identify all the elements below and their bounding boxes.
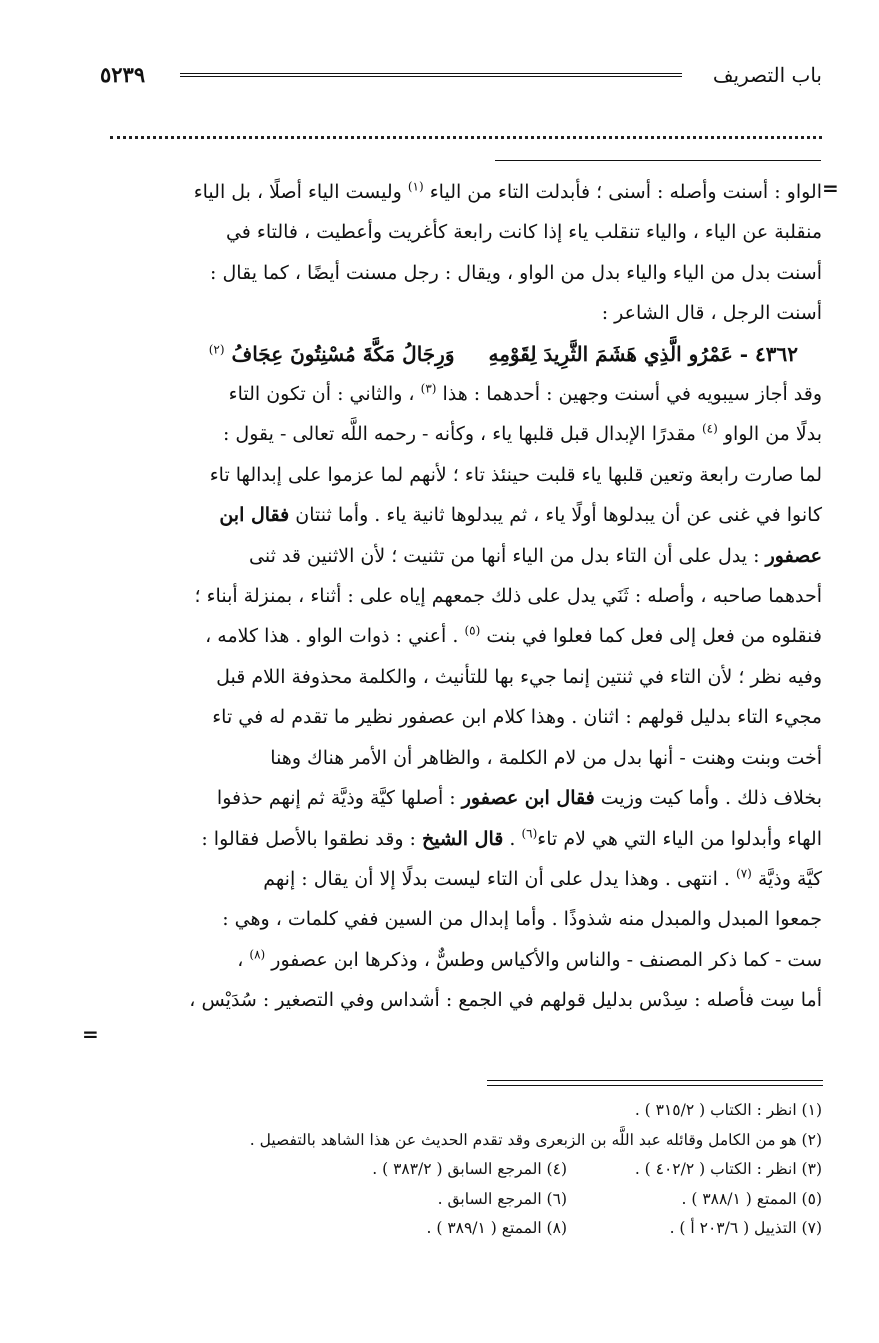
text-line: وقد أجاز سيبويه في أسنت وجهين : أحدهما : هذا $^{(٣)}$ ، والثاني : أن تكون التاء bbox=[228, 381, 822, 406]
text-line: مجيء التاء بدليل قولهم : اثنان . وهذا كلام ابن عصفور نظير ما تقدم له في تاء bbox=[212, 706, 822, 729]
verse-second-half: وَرِجَالُ مَكَّةَ مُسْنِتُونَ عِجَافُ bbox=[231, 341, 455, 366]
footnote-ref: (٢) bbox=[208, 341, 225, 356]
text-line: الهاء وأبدلوا من الياء التي هي لام تاء$^{(٦)}$ . قال الشيخ : وقد نطقوا بالأصل فقالوا : bbox=[201, 826, 822, 850]
text-line: كيَّة وذيَّة $^{(٧)}$ . انتهى . وهذا يدل على أن التاء ليست بدلًا إلا أن يقال : إنهم bbox=[263, 866, 822, 890]
running-header bbox=[100, 62, 822, 92]
chapter-title: باب التصريف bbox=[712, 63, 822, 87]
main-text bbox=[98, 172, 822, 1021]
verse-first-half: عَمْرُو الَّذِي هَشَمَ الثَّرِيدَ لِقَوْمِهِ bbox=[488, 341, 733, 366]
footnotes bbox=[100, 1096, 822, 1244]
text-line: أسنت بدل من الياء والياء بدل من الواو ، ويقال : رجل مسنت أيضًا ، كما يقال : bbox=[210, 261, 822, 284]
short-rule bbox=[495, 160, 821, 161]
text-line: أسنت الرجل ، قال الشاعر : bbox=[601, 302, 822, 325]
footnote-pair bbox=[100, 1185, 822, 1215]
footnote: (٣) انظر : الكتاب ( ٤٠٢/٢ ) . bbox=[634, 1160, 822, 1179]
footnote-ref: (١) bbox=[407, 179, 424, 194]
footnote: (٥) الممتع ( ٣٨٨/١ ) . bbox=[681, 1189, 822, 1208]
text-line: منقلبة عن الياء ، والياء تنقلب ياء إذا كانت رابعة كأغريت وأعطيت ، فالتاء في bbox=[225, 221, 822, 244]
footnote: (١) انظر : الكتاب ( ٣١٥/٢ ) . bbox=[634, 1101, 822, 1119]
continuation-mark-end: = bbox=[82, 1022, 99, 1046]
continuation-mark-start: = bbox=[822, 176, 839, 200]
text-line: أما سِت فأصله : سِدْس بدليل قولهم في الجمع : أشداس وفي التصغير : سُدَيْس ، bbox=[189, 989, 822, 1012]
text-line: الواو : أسنت وأصله : أسنى ؛ فأبدلت التاء من الياء $^{(١)}$ وليست الياء أصلًا ، بل الياء bbox=[193, 179, 822, 203]
text-line: بدلًا من الواو $^{(٤)}$ مقدرًا الإبدال قبل قلبها ياء ، وكأنه - رحمه اللَّه تعالى - يقول : bbox=[222, 422, 822, 446]
footnote: (٧) التذييل ( ٢٠٣/٦ أ ) . bbox=[669, 1219, 822, 1238]
footnote-rule bbox=[487, 1080, 823, 1086]
text-line: بخلاف ذلك . وأما كيت وزيت فقال ابن عصفور : أصلها كيَّة وذيَّة ثم إنهم حذفوا bbox=[216, 787, 822, 810]
footnote-pair bbox=[100, 1155, 822, 1185]
footnote-pair bbox=[100, 1214, 822, 1244]
footnote: (٨) الممتع ( ٣٨٩/١ ) . bbox=[426, 1219, 567, 1238]
verse-line bbox=[98, 334, 822, 374]
text-line: وفيه نظر ؛ لأن التاء في ثنتين إنما جيء بها للتأنيث ، والكلمة محذوفة اللام قبل bbox=[216, 665, 822, 688]
footnote: (٤) المرجع السابق ( ٣٨٣/٢ ) . bbox=[372, 1160, 567, 1179]
page-number: ٥٢٣٩ bbox=[100, 62, 146, 87]
header-rule bbox=[180, 73, 682, 77]
text-line: جمعوا المبدل والمبدل منه شذوذًا . وأما إبدال من السين ففي كلمات ، وهي : bbox=[222, 908, 822, 931]
verse-number: ٤٣٦٢ - bbox=[739, 341, 798, 366]
footnote: (٦) المرجع السابق . bbox=[437, 1189, 567, 1208]
text-line: فنقلوه من فعل إلى فعل كما فعلوا في بنت $^{(٥)}$ . أعني : ذوات الواو . هذا كلامه ، bbox=[205, 624, 822, 648]
text-line: ست - كما ذكر المصنف - والناس والأكياس وطسٌّ ، وذكرها ابن عصفور $^{(٨)}$ ، bbox=[237, 947, 822, 971]
text-line: كانوا في غنى عن أن يبدلوها أولًا ياء ، ثم يبدلوها ثانية ياء . وأما ثنتان فقال ابن bbox=[219, 504, 822, 527]
text-line: لما صارت رابعة وتعين قلبها ياء قلبت حينئذ تاء ؛ لأنهم لما عزموا على إبدالها تاء bbox=[209, 463, 822, 486]
text-line: أحدهما صاحبه ، وأصله : ثَنَي يدل على ذلك جمعهم إياه على : أثناء ، بمنزلة أبناء ؛ bbox=[194, 585, 822, 608]
text-line: عصفور : يدل على أن التاء بدل من الياء أنها من تثنيت ؛ لأن الاثنين قد ثنى bbox=[249, 544, 822, 567]
footnote: (٢) هو من الكامل وقائله عبد اللَّه بن الزبعرى وقد تقدم الحديث عن هذا الشاهد بالتفصيل . bbox=[249, 1130, 822, 1149]
text-line: أخت وبنت وهنت - أنها بدل من لام الكلمة ، والظاهر أن الأمر هناك وهنا bbox=[270, 746, 822, 769]
dotted-separator bbox=[110, 124, 822, 139]
